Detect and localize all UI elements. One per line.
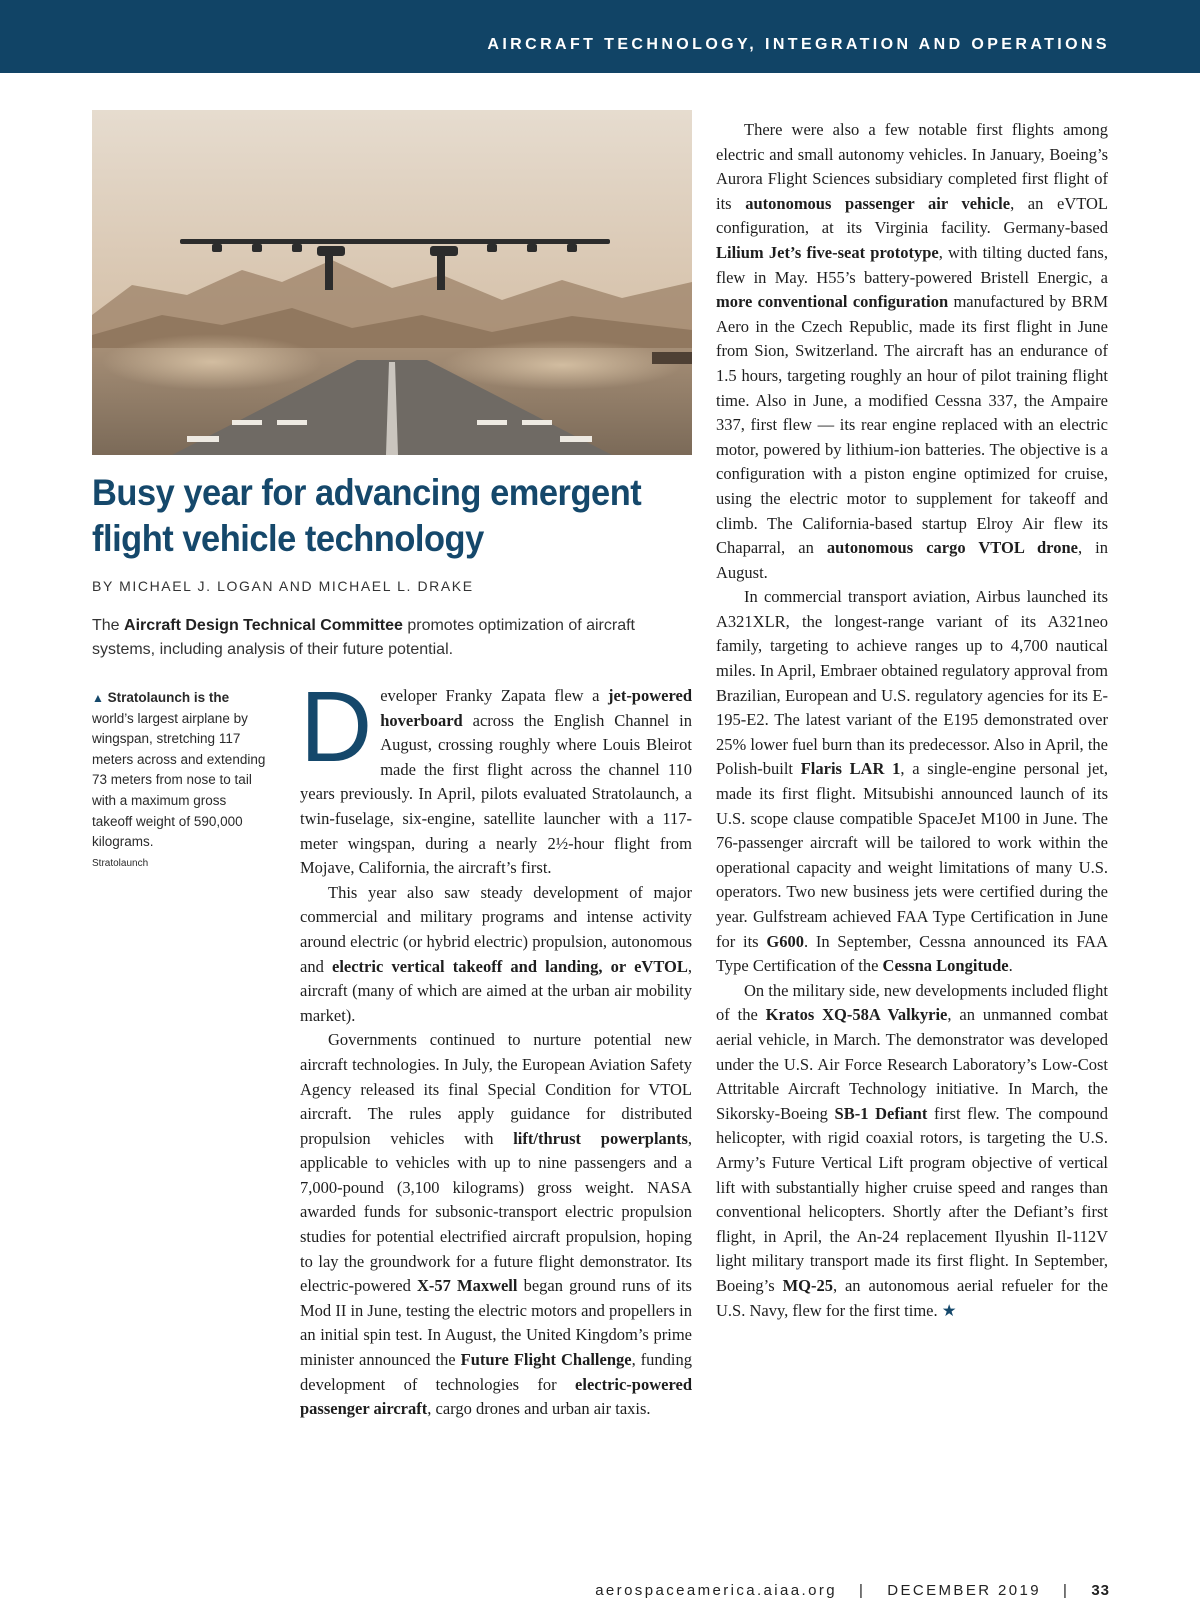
footer-date: DECEMBER 2019 xyxy=(887,1582,1042,1599)
dek-prefix: The xyxy=(92,617,125,634)
bold-term: SB-1 Defiant xyxy=(834,1103,928,1123)
photo-credit: Stratolaunch xyxy=(92,857,149,869)
body-paragraph-2: This year also saw steady development of major commercial and military programs and intense activity around electric (or hybrid electric) propulsion, autonomous and electric vertical takeoff and landing, or eVTOL, aircraft (many of which are aimed at the urban air mobility market). xyxy=(300,882,693,1025)
body-paragraph-3: Governments continued to nurture potential new aircraft technologies. In July, the European Aviation Safety Agency released its final Special Condition for VTOL aircraft. The rules apply guidance for distributed propulsion vehicles with lift/thrust powerplants, applicable to vehicles with up to nine passengers and a 7,000-pound (3,100 kilograms) gross weight. NASA awarded funds for subsonic-transport electric propulsion studies for potential electrified aircraft propulsion, hoping to lay the groundwork for a future flight demonstrator. Its electric-powered X-57 Maxwell began ground runs of its Mod II in June, testing the electric motors and propellers in an initial spin test. In August, the United Kingdom’s prime minister announced the Future Flight Challenge, funding development of technologies for electric-powered passenger aircraft, cargo drones and urban air taxis. xyxy=(300,1030,693,1419)
article-dek xyxy=(92,614,692,662)
bold-term: Kratos XQ-58A Valkyrie xyxy=(765,1005,948,1025)
dek-suffix: promotes optimization of aircraft systems, including analysis of their future potential. xyxy=(92,617,635,658)
bold-term: autonomous cargo VTOL drone xyxy=(826,538,1078,558)
bold-term: Future Flight Challenge xyxy=(460,1350,632,1370)
body-paragraph-4: There were also a few notable first flights among electric and small autonomy vehicles. In January, Boeing’s Aurora Flight Sciences subsidiary completed first flight of its autonomous passenger air vehicle, an eVTOL configuration, at its Virginia facility. Germany-based Lilium Jet’s five-seat prototype, with tilting ducted fans, flew in May. H55’s battery-powered Bristell Energic, a more conventional configuration manufactured by BRM Aero in the Czech Republic, made its first flight in June from Sion, Switzerland. The aircraft has an endurance of 1.5 hours, targeting roughly an hour of pilot training flight time. Also in June, a modified Cessna 337, the Ampaire 337, first flew — its rear engine replaced with an electric motor, powered by lithium-ion batteries. The objective is a configuration with a piston engine optimized for cruise, using the electric motor to supplement for takeoff and climb. The California-based startup Elroy Air flew its Chaparral, an autonomous cargo VTOL drone, in August. xyxy=(716,120,1109,582)
footer-separator: | xyxy=(1063,1582,1070,1599)
bold-term: MQ-25 xyxy=(782,1275,833,1295)
bold-term: lift/thrust powerplants xyxy=(513,1128,688,1148)
caption-lead: Stratolaunch is the xyxy=(107,690,230,705)
paragraph-text: eveloper Franky Zapata flew a jet-powered hoverboard across the English Channel in August, crossing roughly where Louis Bleirot made the first flight across the channel 110 years previously. In April, pilots evaluated Stratolaunch, a twin-fuselage, six-engine, satellite launcher with a 117-meter wingspan, during a nearly 2½-hour flight from Mojave, California, the aircraft’s first. xyxy=(300,686,692,878)
bold-term: more conventional configuration xyxy=(716,292,949,312)
bold-term: autonomous passenger air vehicle xyxy=(745,193,1011,213)
body-column-1 xyxy=(300,671,693,1422)
paragraph-text: On the military side, new developments included flight of the Kratos XQ-58A Valkyrie, an unmanned combat aerial vehicle, in March. The demonstrator was developed under the U.S. Air Force Research Laboratory’s Low-Cost Attritable Aircraft Technology initiative. In March, the Sikorsky-Boeing SB-1 Defiant first flew. The compound helicopter, with rigid coaxial rotors, is targeting the U.S. Army’s Future Vertical Lift program objective of vertical lift with substantially higher cruise speed and ranges than conventional helicopters. Shortly after the Defiant’s first flight, in April, the An-24 replacement Ilyushin Il-112V light military transport made its first flight. In September, Boeing’s MQ-25, an autonomous aerial refueler for the U.S. Navy, flew for the first time. xyxy=(716,980,1108,1320)
body-column-2 xyxy=(716,118,1108,1323)
caption-text: world’s largest airplane by wingspan, stretching 117 meters across and extending 73 meters from nose to tail with a maximum gross takeoff weight of 590,000 kilograms. xyxy=(92,710,266,850)
article-byline: BY MICHAEL J. LOGAN AND MICHAEL L. DRAKE xyxy=(92,578,474,594)
triangle-marker-icon: ▲ xyxy=(92,691,104,705)
bold-term: electric-powered passenger aircraft xyxy=(300,1374,692,1419)
stratolaunch-photo-image xyxy=(92,110,692,455)
bold-term: X-57 Maxwell xyxy=(416,1276,518,1296)
body-paragraph-5: In commercial transport aviation, Airbus launched its A321XLR, the longest-range variant of its A321neo family, targeting to achieve ranges up to 4,700 nautical miles. In April, Embraer obtained regulatory approval from Brazilian, European and U.S. regulatory agencies for its E-195-E2. The latest variant of the E195 demonstrated over 25% lower fuel burn than its predecessor. Also in April, the Polish-built Flaris LAR 1, a single-engine personal jet, made its first flight. Mitsubishi announced launch of its U.S. scope clause compatible SpaceJet M100 in June. The 76-passenger aircraft will be tailored to work within the operational capacity and weight limitations of many U.S. operators. Two new business jets were certified during the year. Gulfstream achieved FAA Type Certification in June for its G600. In September, Cessna announced its FAA Type Certification of the Cessna Longitude. xyxy=(716,587,1108,976)
stratolaunch-photo xyxy=(92,110,692,455)
bold-term: G600 xyxy=(766,931,804,951)
bold-term: Cessna Longitude xyxy=(882,956,1009,976)
end-star-icon: ★ xyxy=(941,1300,957,1320)
bold-term: electric vertical takeoff and landing, or eVTOL xyxy=(332,956,688,976)
section-title: AIRCRAFT TECHNOLOGY, INTEGRATION AND OPERATIONS xyxy=(487,36,1110,53)
page-footer xyxy=(595,1582,1110,1599)
bold-term: Lilium Jet’s five-seat prototype xyxy=(716,242,939,262)
photo-caption xyxy=(92,688,267,873)
bold-term: Flaris LAR 1 xyxy=(800,759,901,779)
body-paragraph-1 xyxy=(300,671,692,881)
page-number: 33 xyxy=(1091,1582,1110,1599)
bold-term: jet-powered hoverboard xyxy=(380,686,692,730)
footer-site: aerospaceamerica.aiaa.org xyxy=(595,1582,837,1599)
article-headline: Busy year for advancing emergent flight vehicle technology xyxy=(92,472,642,559)
footer-separator: | xyxy=(858,1582,866,1599)
body-paragraph-6 xyxy=(716,979,1108,1323)
dek-committee: Aircraft Design Technical Committee xyxy=(124,617,403,634)
drop-cap: D xyxy=(300,671,373,783)
section-header-bar xyxy=(0,0,1200,73)
